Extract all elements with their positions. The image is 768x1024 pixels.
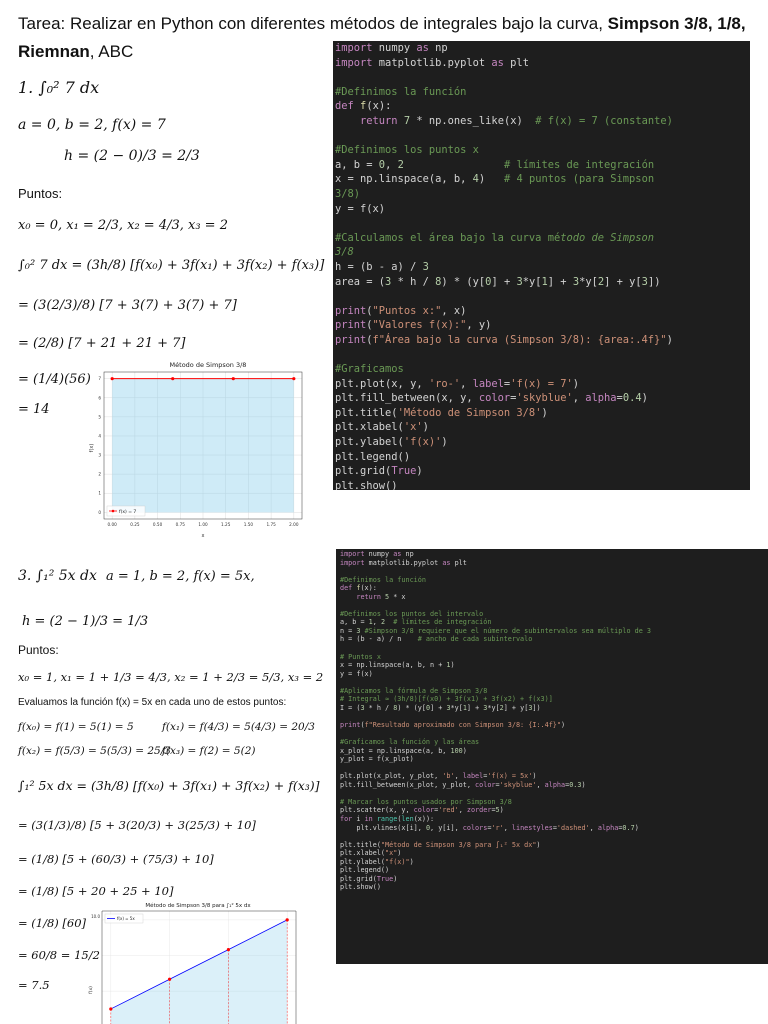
chart2-legend-label: f(x) = 5x (117, 916, 135, 921)
chart1-ytick-label: 3 (98, 452, 101, 458)
chart1-xtick-label: 1.00 (198, 522, 208, 527)
chart2-ylabel: f(x) (89, 986, 94, 994)
chart1-data-point (292, 377, 295, 380)
p3-formula: ∫₁² 5x dx = (3h/8) [f(x₀) + 3f(x₁) + 3f(x₂) + f(x₃)] (18, 778, 320, 793)
chart2-data-point (168, 978, 171, 981)
p1-params: a = 0, b = 2, f(x) = 7 (18, 117, 166, 133)
chart1-xtick-label: 0.25 (130, 522, 140, 527)
chart2-data-point (109, 1007, 112, 1010)
title-bold-methods: Simpson 3/8, 1/8, (607, 14, 746, 33)
p3-eval-x0: f(x₀) = f(1) = 5(1) = 5 (18, 721, 134, 733)
chart1-data-point (111, 377, 114, 380)
chart2-ytick-top: 10.0 (91, 914, 100, 919)
chart1-xtick-label: 2.00 (289, 522, 299, 527)
chart1-ytick-label: 7 (98, 376, 101, 382)
p3-step5: = 60/8 = 15/2 (18, 948, 100, 962)
p3-puntos-label: Puntos: (18, 643, 59, 657)
chart1-xlabel: x (201, 533, 205, 539)
p3-eval-x2: f(x₂) = f(5/3) = 5(5/3) = 25/3 (18, 745, 171, 757)
chart1-legend-marker (112, 510, 115, 513)
p3-integral: 3. ∫₁² 5x dx (18, 568, 97, 584)
p1-points: x₀ = 0, x₁ = 2/3, x₂ = 4/3, x₃ = 2 (18, 218, 228, 233)
chart2-title: Método de Simpson 3/8 para ∫₁² 5x dx (145, 903, 251, 909)
p1-step3: = (1/4)(56) (18, 372, 91, 387)
chart1-xticks (108, 522, 299, 527)
p3-step1: = (3(1/3)/8) [5 + 3(20/3) + 3(25/3) + 10] (18, 818, 256, 832)
chart1-xtick-label: 1.75 (266, 522, 276, 527)
p3-step6: = 7.5 (18, 978, 50, 992)
chart1-ytick-label: 6 (98, 395, 101, 401)
chart1-data-point (232, 377, 235, 380)
chart1-ytick-label: 0 (98, 509, 101, 515)
chart1-title: Método de Simpson 3/8 (169, 361, 247, 369)
chart1-ytick-label: 5 (98, 414, 101, 420)
chart1-xtick-label: 0.75 (175, 522, 185, 527)
title-prefix: Tarea: Realizar en Python con diferentes métodos de integrales bajo la curva, (18, 14, 608, 33)
p3-h: h = (2 − 1)/3 = 1/3 (22, 614, 149, 629)
title-bold-riemann: Riemnan (18, 42, 90, 61)
p3-eval-x3: f(x₃) = f(2) = 5(2) (162, 745, 256, 757)
chart1-yticks (98, 376, 101, 515)
p1-puntos-label: Puntos: (18, 186, 63, 201)
chart1-ylabel: f(x) (89, 443, 95, 453)
p1-h: h = (2 − 0)/3 = 2/3 (64, 148, 200, 164)
p3-step3: = (1/8) [5 + 20 + 25 + 10] (18, 884, 174, 898)
chart-simpson-7 (88, 358, 320, 540)
p1-integral: 1. ∫₀² 7 dx (18, 78, 100, 97)
chart1-data-point (171, 377, 174, 380)
chart1-xtick-label: 1.50 (243, 522, 254, 527)
chart1-ytick-label: 4 (98, 433, 101, 439)
p1-formula: ∫₀² 7 dx = (3h/8) [f(x₀) + 3f(x₁) + 3f(x₂) + f(x₃)] (18, 258, 325, 273)
p1-step2: = (2/8) [7 + 21 + 21 + 7] (18, 336, 186, 351)
chart1-ytick-label: 2 (98, 471, 101, 477)
chart1-legend-label: f(x) = 7 (119, 510, 137, 515)
title-suffix: , ABC (89, 42, 134, 61)
chart-simpson-5x (86, 898, 300, 1024)
chart1-xtick-label: 0.50 (152, 522, 163, 527)
code-block-1: import numpy as np import matplotlib.pyplot as plt #Definimos la función def f(x): return 7 * np.ones_like(x) # f(x) = 7 (constante) #Definimos los puntos x a, b = 0, 2 # límites de integración x = np.linspace(a, b, 4) # 4 puntos (para Simpson 3/8) y = f(x) #Calculamos el área bajo la curva método de Simpson 3/8 h = (b - a) / 3 area = (3 * h / 8) * (y[0] + 3*y[1] + 3*y[2] + y[3]) print("Puntos x:", x) print("Valores f(x):", y) print(f"Área bajo la curva (Simpson 3/8): {area:.4f}") #Graficamos plt.plot(x, y, 'ro-', label='f(x) = 7') plt.fill_between(x, y, color='skyblue', alpha=0.4) plt.title('Método de Simpson 3/8') plt.xlabel('x') plt.ylabel('f(x)') plt.legend() plt.grid(True) plt.show() (333, 41, 750, 490)
code-block-2: import numpy as np import matplotlib.pyplot as plt #Definimos la función def f(x): return 5 * x #Definimos los puntos del intervalo a, b = 1, 2 # límites de integración n = 3 #Simpson 3/8 requiere que el número de subintervalos sea múltiplo de 3 h = (b - a) / n # ancho de cada subintervalo # Puntos x x = np.linspace(a, b, n + 1) y = f(x) #Aplicamos la fórmula de Simpson 3/8 # Integral ≈ (3h/8)[f(x0) + 3f(x1) + 3f(x2) + f(x3)] I = (3 * h / 8) * (y[0] + 3*y[1] + 3*y[2] + y[3]) print(f"Resultado aproximado con Simpson 3/8: {I:.4f}") #Graficamos la función y las áreas x_plot = np.linspace(a, b, 100) y_plot = f(x_plot) plt.plot(x_plot, y_plot, 'b', label='f(x) = 5x') plt.fill_between(x_plot, y_plot, color='skyblue', alpha=0.3) # Marcar los puntos usados por Simpson 3/8 plt.scatter(x, y, color='red', zorder=5) for i in range(len(x)): plt.vlines(x[i], 0, y[i], colors='r', linestyles='dashed', alpha=0.7) plt.title("Método de Simpson 3/8 para ∫₁² 5x dx") plt.xlabel("x") plt.ylabel("f(x)") plt.legend() plt.grid(True) plt.show() (336, 549, 768, 964)
chart2-data-point (227, 948, 230, 951)
chart2-legend (105, 914, 143, 923)
p3-params: a = 1, b = 2, f(x) = 5x, (106, 569, 255, 584)
p3-points: x₀ = 1, x₁ = 1 + 1/3 = 4/3, x₂ = 1 + 2/3 = 5/3, x₃ = 2 (18, 670, 324, 684)
chart1-ytick-label: 1 (98, 490, 101, 496)
p3-step2: = (1/8) [5 + (60/3) + (75/3) + 10] (18, 852, 214, 866)
p1-step1: = (3(2/3)/8) [7 + 3(7) + 3(7) + 7] (18, 298, 237, 313)
chart2-fill-area (111, 920, 287, 1024)
chart2-data-point (286, 918, 289, 921)
p3-step4: = (1/8) [60] (18, 916, 87, 930)
p3-eval-x1: f(x₁) = f(4/3) = 5(4/3) = 20/3 (162, 721, 315, 733)
p3-evaluamos: Evaluamos la función f(x) = 5x en cada uno de estos puntos: (18, 697, 287, 708)
chart1-xtick-label: 1.25 (221, 522, 231, 527)
p1-step4: = 14 (18, 402, 50, 417)
chart1-fill-area (112, 379, 294, 513)
chart1-xtick-label: 0.00 (107, 522, 117, 527)
chart1-legend (107, 506, 145, 516)
